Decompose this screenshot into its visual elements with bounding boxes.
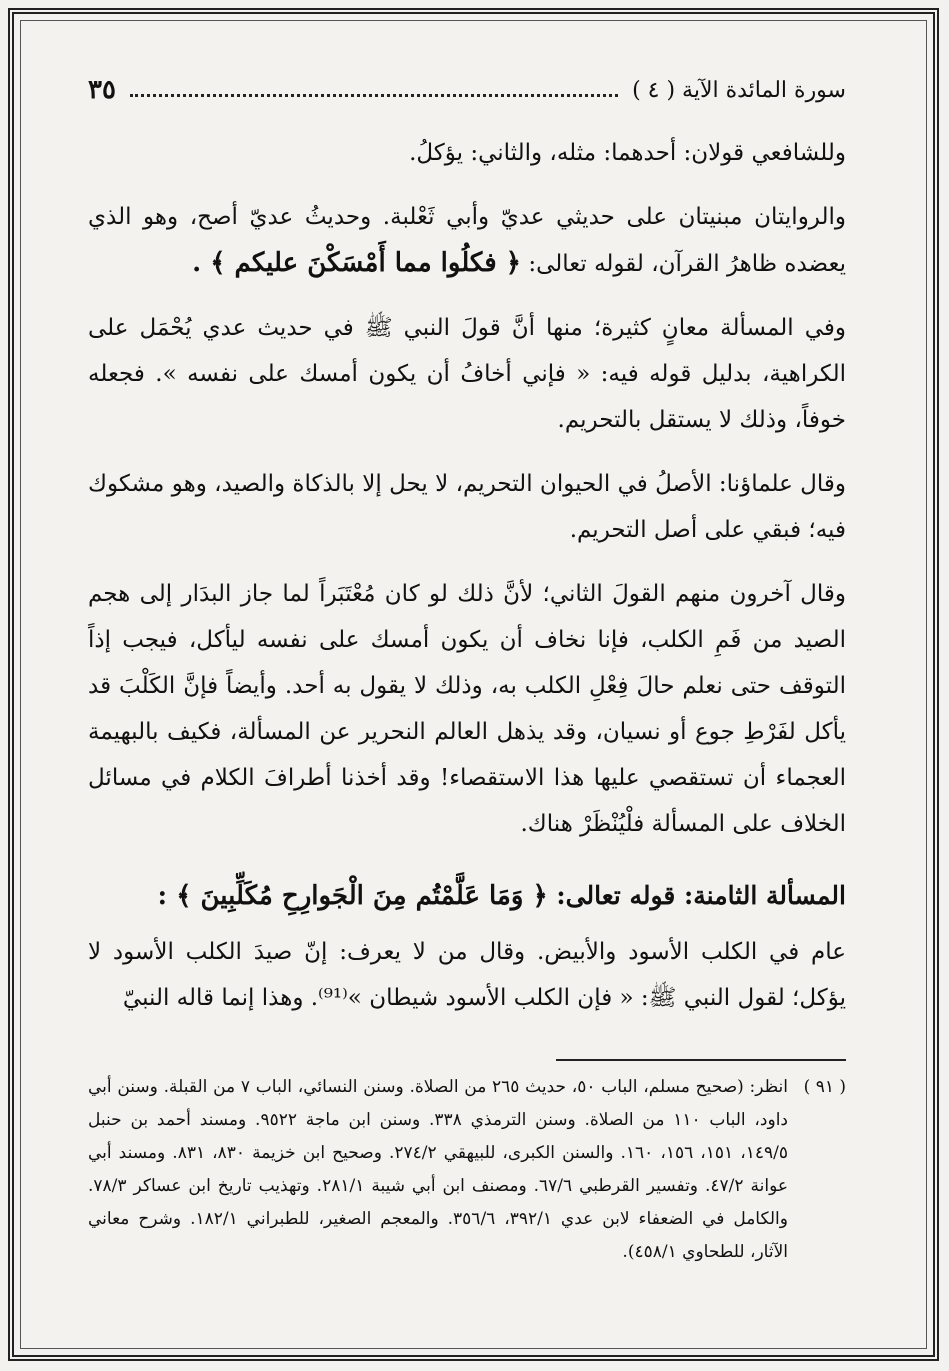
paragraph-1: وللشافعي قولان: أحدهما: مثله، والثاني: يؤكلُ. xyxy=(409,140,846,166)
section-heading-label: المسألة الثامنة: قوله تعالى: xyxy=(556,881,846,910)
header-dots xyxy=(130,84,618,97)
footnote xyxy=(88,1071,846,1269)
page-content xyxy=(88,70,846,1269)
paragraph-6: عام في الكلب الأسود والأبيض. وقال من لا يعرف: إنّ صيدَ الكلب الأسود لا يؤكل؛ لقول النبي ﷺ: « فإن الكلب الأسود شيطان »⁽⁹¹⁾. وهذا إنما قاله النبيّ xyxy=(88,939,846,1011)
footnote-separator xyxy=(556,1059,846,1061)
section-heading xyxy=(88,869,846,923)
quran-verse-1: ﴿ فكلُوا مما أَمْسَكْنَ عليكم ﴾ . xyxy=(192,248,522,278)
paragraph-4: وقال علماؤنا: الأصلُ في الحيوان التحريم، لا يحل إلا بالذكاة والصيد، وهو مشكوك فيه؛ فبقي على أصل التحريم. xyxy=(88,471,846,543)
paragraph-2-text: والروايتان مبنيتان على حديثي عديّ وأبي ثَعْلبة. وحديثُ عديّ أصح، وهو الذي يعضده ظاهرُ القرآن، لقوله تعالى: xyxy=(88,204,846,277)
paragraph-3: وفي المسألة معانٍ كثيرة؛ منها أنَّ قولَ النبي ﷺ في حديث عدي يُحْمَل على الكراهية، بدليل قوله فيه: « فإني أخافُ أن يكون أمسك على نفسه ». فجعله خوفاً، وذلك لا يستقل بالتحريم. xyxy=(88,315,846,433)
footnote-text: انظر: (صحيح مسلم، الباب ٥٠، حديث ٢٦٥ من الصلاة. وسنن النسائي، الباب ٧ من القبلة. وسنن أبي داود، الباب ١١٠ من الصلاة. وسنن الترمذي ٣٣٨. وسنن ابن ماجة ٩٥٢٢. ومسند أحمد بن حنبل ١٤٩/٥، ١٥١، ١٥٦، ١٦٠. والسنن الكبرى، للبيهقي ٢٧٤/٢. وصحيح ابن خزيمة ٨٣٠، ٨٣١. ومسند أبي عوانة ٤٧/٢. وتفسير القرطبي ٦٧/٦. ومصنف ابن أبي شيبة ٢٨١/١. وتهذيب تاريخ ابن عساكر ٧٨/٣. والكامل في الضعفاء لابن عدي ٣٩٢/١، ٣٥٦/٦. والمعجم الصغير، للطبراني ١٨٢/١. وشرح معاني الآثار، للطحاوي ٤٥٨/١). xyxy=(88,1077,789,1262)
page-number: ٣٥ xyxy=(88,75,116,105)
paragraph-5: وقال آخرون منهم القولَ الثاني؛ لأنَّ ذلك لو كان مُعْتَبَراً لما جاز البدَار إلى هجم الصيد من فَمِ الكلب، فإنا نخاف أن يكون أمسك على نفسه ليأكل، فيجب إذاً التوقف حتى نعلم حالَ فِعْلِ الكلب به، وذلك لا يقول به أحد. وأيضاً فإنَّ الكَلْبَ قد يأكل لفَرْطِ جوع أو نسيان، وقد يذهل العالم النحرير عن المسألة، فكيف بالبهيمة العجماء أن تستقصي عليها هذا الاستقصاء! وقد أخذنا أطرافَ الكلام في مسائل الخلاف على المسألة فلْيُنْظَرْ هناك. xyxy=(88,581,846,837)
footnote-number: ( ٩١ ) xyxy=(803,1077,846,1097)
header-title: سورة المائدة الآية ( ٤ ) xyxy=(632,77,846,103)
quran-verse-2: ﴿ وَمَا عَلَّمْتُم مِنَ الْجَوارِحِ مُكَلِّبِينَ ﴾ : xyxy=(157,881,548,911)
paragraph-2 xyxy=(88,194,846,287)
running-header xyxy=(88,70,846,110)
